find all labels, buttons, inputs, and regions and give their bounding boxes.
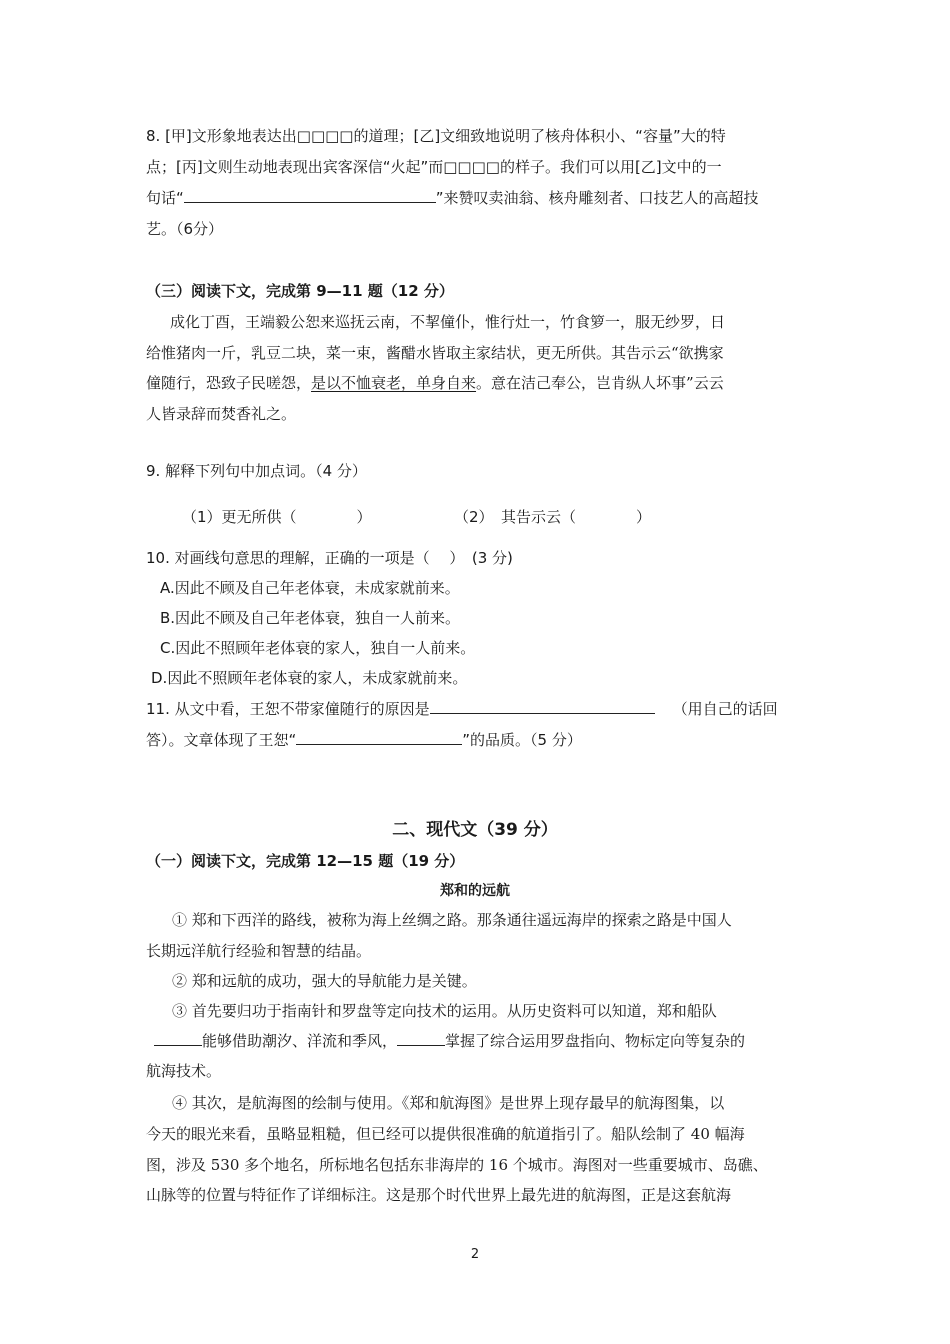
article-p4-line-2: 今天的眼光来看，虽略显粗糙，但已经可以提供很准确的航道指引了。船队绘制了 40 幅海 bbox=[146, 1125, 745, 1143]
article-blank-1[interactable] bbox=[154, 1031, 202, 1046]
q10-option-c: C.因此不照顾年老体衰的家人，独自一人前来。 bbox=[160, 639, 476, 657]
q8-answer-blank[interactable] bbox=[184, 188, 436, 203]
article-p3-line-1: ③ 首先要归功于指南针和罗盘等定向技术的运用。从历史资料可以知道，郑和船队 bbox=[172, 1002, 717, 1020]
article-p3-line-2 bbox=[154, 1031, 745, 1051]
page-number: 2 bbox=[470, 1247, 480, 1262]
q10-option-b: B.因此不顾及自己年老体衰，独自一人前来。 bbox=[160, 609, 461, 627]
q8-line-2: 点；[丙]文则生动地表现出宾客深信“火起”而□□□□的样子。我们可以用[乙]文中的一 bbox=[146, 158, 722, 176]
article-p4-line-1: ④ 其次，是航海图的绘制与使用。《郑和航海图》是世界上现存最早的航海图集，以 bbox=[172, 1094, 725, 1112]
passage-line-1: 成化丁酉，王端毅公恕来巡抚云南，不挈僮仆，惟行灶一，竹食箩一，服无纱罗，日 bbox=[170, 313, 726, 331]
q11-quality-blank[interactable] bbox=[296, 730, 462, 745]
q8-line-1: 8. [甲]文形象地表达出□□□□的道理；[乙]文细致地说明了核舟体积小、“容量”大的特 bbox=[146, 127, 726, 145]
q11-line-1 bbox=[146, 699, 778, 719]
part-2-subheading: （一）阅读下文，完成第 12—15 题（19 分） bbox=[146, 852, 465, 870]
q8-line-3 bbox=[146, 188, 759, 208]
q11-line-2-pre: 答）。文章体现了王恕“ bbox=[146, 731, 297, 749]
passage-line-4: 人皆录辞而焚香礼之。 bbox=[146, 405, 297, 423]
passage-line-2: 给惟猪肉一斤，乳豆二块，菜一束，酱醋水皆取主家结状，更无所供。其告示云“欲携家 bbox=[146, 344, 724, 362]
article-p4-line-3: 图，涉及 530 多个地名，所标地名包括东非海岸的 16 个城市。海图对一些重要城市、岛礁、 bbox=[146, 1156, 768, 1174]
q10-stem: 10. 对画线句意思的理解，正确的一项是（ ） (3 分) bbox=[146, 549, 513, 567]
article-p3-line-2-mid: 能够借助潮汐、洋流和季风， bbox=[202, 1032, 398, 1050]
article-p3-line-2-post: 掌握了综合运用罗盘指向、物标定向等复杂的 bbox=[445, 1032, 746, 1050]
article-p3-line-3: 航海技术。 bbox=[146, 1062, 222, 1080]
q9-item-1: （1）更无所供（ ） bbox=[182, 508, 372, 526]
q9-item-2: （2） 其告示云（ ） bbox=[454, 508, 652, 526]
q11-line-2-post: ”的品质。（5 分） bbox=[462, 731, 582, 749]
q8-line-3-pre: 句话“ bbox=[146, 189, 184, 207]
article-p1-line-1: ① 郑和下西洋的路线，被称为海上丝绸之路。那条通往遥远海岸的探索之路是中国人 bbox=[172, 911, 732, 929]
q8-line-4: 艺。（6分） bbox=[146, 220, 224, 238]
section-3-heading: （三）阅读下文，完成第 9—11 题（12 分） bbox=[146, 282, 454, 300]
article-p2: ② 郑和远航的成功，强大的导航能力是关键。 bbox=[172, 972, 477, 990]
passage-line-3-post: 。意在洁己奉公，岂肯纵人坏事”云云 bbox=[476, 374, 724, 392]
article-p4-line-4: 山脉等的位置与特征作了详细标注。这是那个时代世界上最先进的航海图，正是这套航海 bbox=[146, 1186, 732, 1204]
q10-option-a: A.因此不顾及自己年老体衰，未成家就前来。 bbox=[160, 579, 460, 597]
part-2-title: 二、现代文（39 分） bbox=[392, 820, 558, 840]
q11-line-1-pre: 11. 从文中看，王恕不带家僮随行的原因是 bbox=[146, 700, 430, 718]
passage-line-3-pre: 僮随行，恐致子民嗟怨， bbox=[146, 374, 312, 392]
q11-line-1-post: （用自己的话回 bbox=[672, 700, 778, 718]
q11-reason-blank[interactable] bbox=[430, 699, 655, 714]
q11-line-2 bbox=[146, 730, 582, 750]
q9-stem: 9. 解释下列句中加点词。（4 分） bbox=[146, 462, 367, 480]
underlined-sentence: 是以不恤衰老，单身自来 bbox=[311, 374, 477, 392]
q10-option-d: D.因此不照顾年老体衰的家人，未成家就前来。 bbox=[151, 669, 468, 687]
article-title: 郑和的远航 bbox=[440, 883, 510, 899]
passage-line-3 bbox=[146, 373, 724, 393]
q8-line-3-post: ”来赞叹卖油翁、核舟雕刻者、口技艺人的高超技 bbox=[435, 189, 759, 207]
article-p1-line-2: 长期远洋航行经验和智慧的结晶。 bbox=[146, 942, 372, 960]
article-blank-2[interactable] bbox=[397, 1031, 445, 1046]
